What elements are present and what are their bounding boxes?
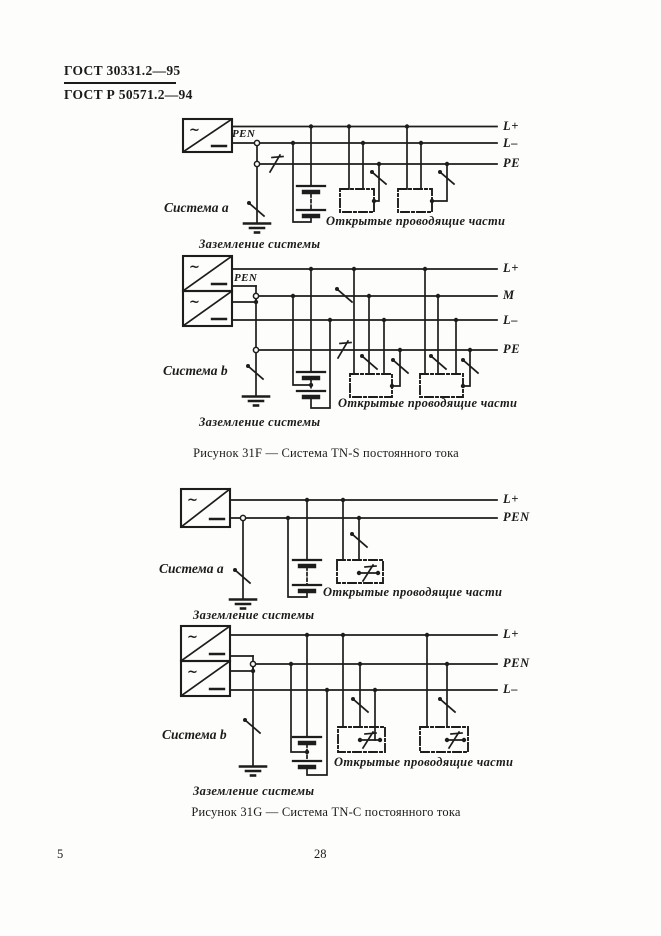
exposed-parts-label: Открытые проводящие части xyxy=(338,396,518,410)
protective-mark-icon xyxy=(438,170,454,184)
standard-number-secondary: ГОСТ Р 50571.2—94 xyxy=(64,87,193,102)
conductor-label-l-plus: L+ xyxy=(503,119,519,133)
ground-icon xyxy=(240,767,266,776)
ground-icon xyxy=(244,224,270,233)
exposed-part-box xyxy=(398,189,432,212)
battery-icon xyxy=(293,560,321,591)
ac-wave-symbol: ~ xyxy=(189,295,200,310)
converter-icon xyxy=(183,291,232,326)
exposed-part-box xyxy=(340,189,374,212)
exposed-part-box xyxy=(350,374,392,397)
protective-mark-icon xyxy=(246,364,263,379)
system-earthing-label: Заземление системы xyxy=(199,237,321,251)
exposed-parts-label: Открытые проводящие части xyxy=(323,585,503,599)
figure-caption-31f: Рисунок 31F — Система TN-S постоянного тока xyxy=(193,446,459,460)
conductor-label-l-minus: L– xyxy=(503,682,519,696)
system-a-label: Система a xyxy=(164,200,229,215)
ac-wave-symbol: ~ xyxy=(189,123,200,138)
conductor-label-pen: PEN xyxy=(503,510,530,524)
ground-icon xyxy=(243,397,269,406)
protective-mark-icon xyxy=(370,170,386,184)
conductor-label-l-plus: L+ xyxy=(503,627,519,641)
exposed-parts-label: Открытые проводящие части xyxy=(326,214,506,228)
conductor-label-m: M xyxy=(503,288,515,302)
system-a-label: Система a xyxy=(159,561,224,576)
converter-icon xyxy=(183,119,232,152)
junction-dots xyxy=(253,267,472,388)
figure-31g-system-b xyxy=(181,626,497,776)
conductor-label-pe: PE xyxy=(503,342,521,356)
converter-icon xyxy=(183,256,232,291)
conductors xyxy=(232,127,497,223)
exposed-part-box xyxy=(420,374,463,397)
ac-wave-symbol: ~ xyxy=(187,630,198,645)
ac-wave-symbol: ~ xyxy=(187,493,198,508)
junction-dots xyxy=(250,633,466,754)
converter-icon xyxy=(181,626,230,661)
pen-conductor-label: PEN xyxy=(232,128,256,140)
standard-number-primary: ГОСТ 30331.2—95 xyxy=(64,63,181,78)
system-earthing-label: Заземление системы xyxy=(199,415,321,429)
exposed-parts-label: Открытые проводящие части xyxy=(334,755,514,769)
figure-caption-31g: Рисунок 31G — Система TN-C постоянного тока xyxy=(191,805,461,819)
converter-icon xyxy=(181,661,230,696)
system-b-label: Система b xyxy=(162,727,227,742)
pen-conductor-label: PEN xyxy=(234,272,258,284)
conductors xyxy=(230,635,497,775)
footer-page-number-left: 5 xyxy=(57,847,64,861)
protective-mark-icon xyxy=(243,718,260,733)
ac-wave-symbol: ~ xyxy=(187,665,198,680)
footer-page-number-center: 28 xyxy=(314,847,327,861)
ac-wave-symbol: ~ xyxy=(189,260,200,275)
protective-mark-icon xyxy=(233,568,250,583)
protective-mark-icon xyxy=(335,287,352,302)
conductor-label-l-minus: L– xyxy=(503,313,519,327)
converter-icon xyxy=(181,489,230,527)
protective-mark-icon xyxy=(247,201,264,216)
system-b-label: Система b xyxy=(163,363,228,378)
conductor-label-pe: PE xyxy=(503,156,521,170)
system-earthing-label: Заземление системы xyxy=(193,608,315,622)
conductor-label-l-plus: L+ xyxy=(503,261,519,275)
conductor-label-l-minus: L– xyxy=(503,136,519,150)
conductors xyxy=(232,269,497,408)
battery-icon xyxy=(297,186,325,216)
figure-31f-system-b xyxy=(183,256,497,408)
system-earthing-label: Заземление системы xyxy=(193,784,315,798)
conductor-label-pen: PEN xyxy=(503,656,530,670)
conductor-label-l-plus: L+ xyxy=(503,492,519,506)
